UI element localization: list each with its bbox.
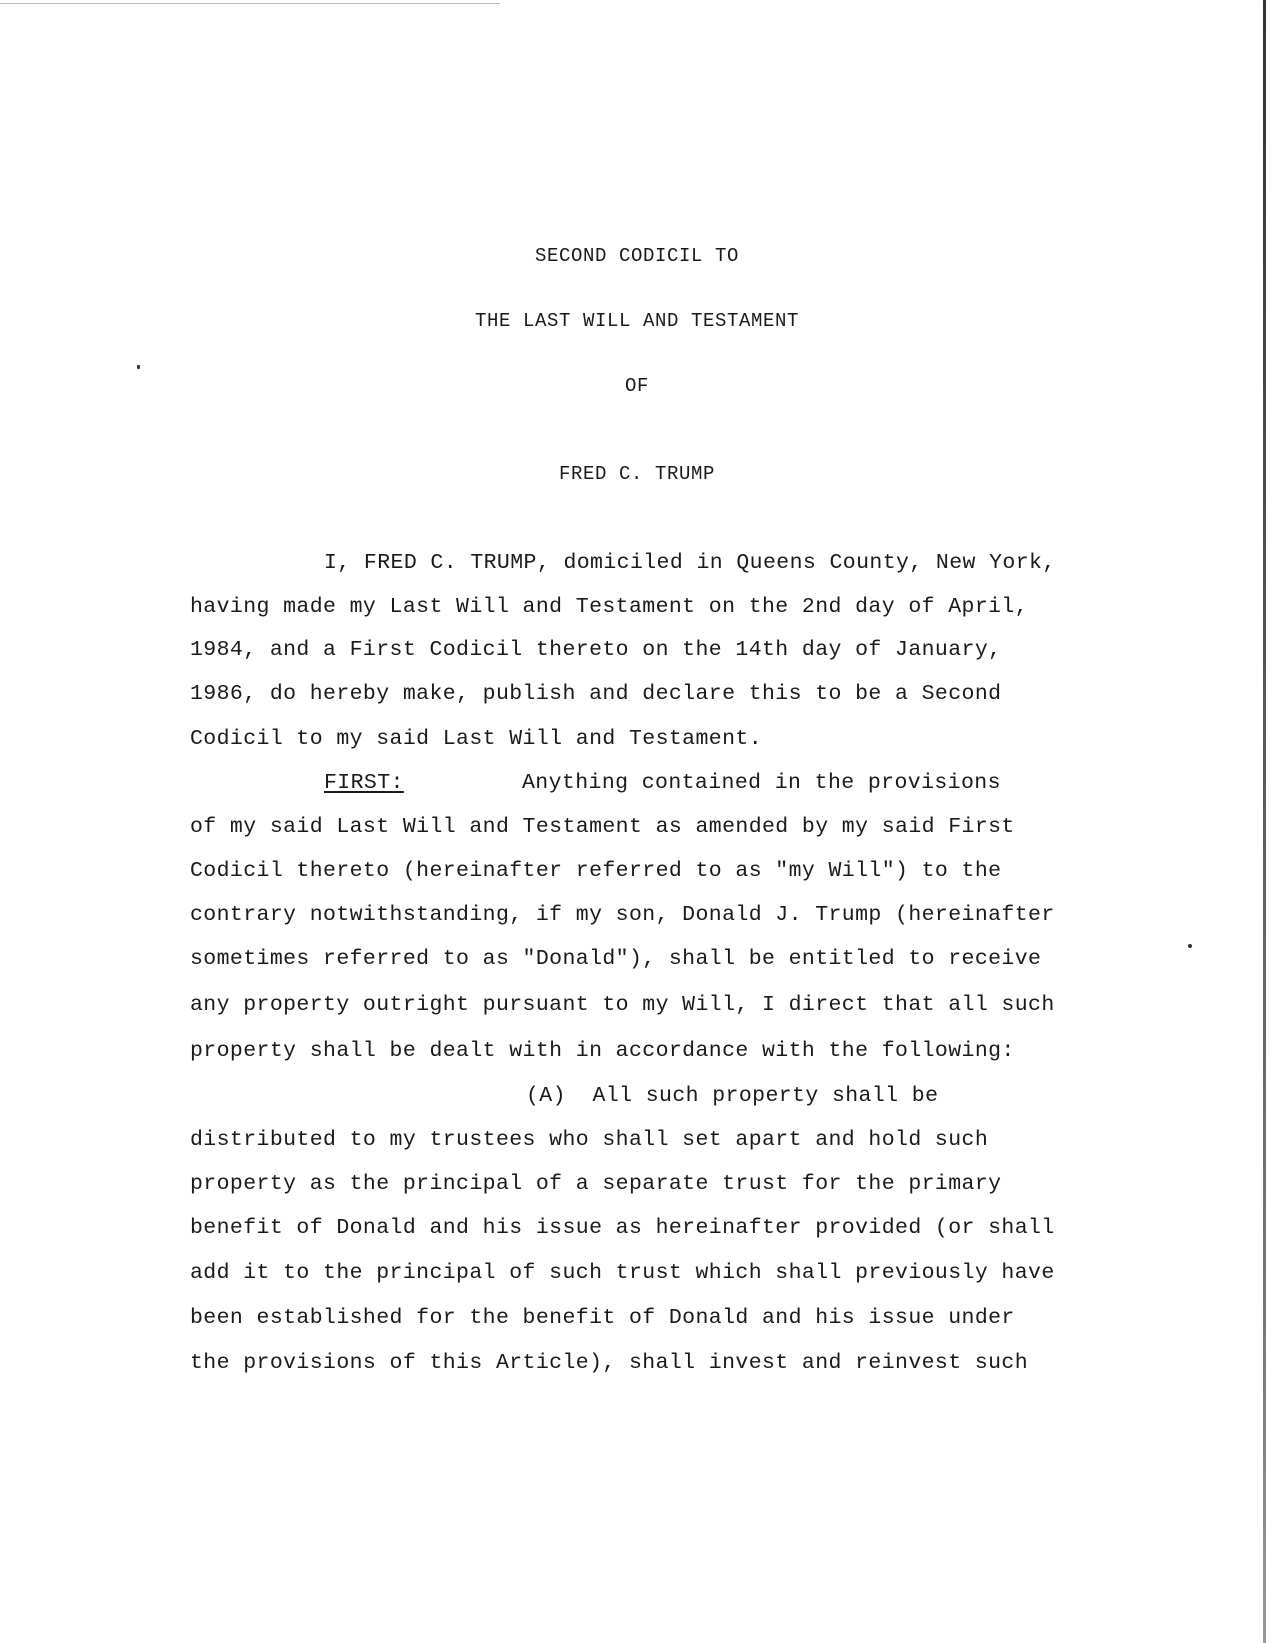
subsection-a-line: property as the principal of a separate trust for the primary	[190, 1172, 1002, 1196]
subsection-a-line: distributed to my trustees who shall set apart and hold such	[190, 1128, 989, 1152]
subsection-a-line: been established for the benefit of Donald and his issue under	[190, 1306, 1015, 1330]
subsection-a-line: benefit of Donald and his issue as hereinafter provided (or shall	[190, 1216, 1055, 1240]
subsection-a-lead: (A) All such property shall be	[526, 1084, 939, 1108]
scan-artifact-line	[0, 3, 500, 4]
title-line-2: THE LAST WILL AND TESTAMENT	[474, 310, 800, 332]
paragraph1-line: 1984, and a First Codicil thereto on the 14th day of January,	[190, 638, 1002, 662]
article-first-line: Codicil thereto (hereinafter referred to as "my Will") to the	[190, 859, 1002, 883]
title-line-1: SECOND CODICIL TO	[534, 245, 740, 267]
title-line-3: OF	[624, 375, 649, 397]
title-line-4: FRED C. TRUMP	[558, 463, 716, 485]
article-first-line: any property outright pursuant to my Will, I direct that all such	[190, 993, 1055, 1017]
paragraph1-line: 1986, do hereby make, publish and declare this to be a Second	[190, 682, 1002, 706]
paragraph1-line: Codicil to my said Last Will and Testament.	[190, 727, 762, 751]
article-first-line: property shall be dealt with in accordance with the following:	[190, 1039, 1015, 1063]
scan-speck	[1188, 944, 1192, 948]
article-first-label: FIRST:	[324, 771, 404, 795]
article-first-line: sometimes referred to as "Donald"), shall be entitled to receive	[190, 947, 1042, 971]
article-first-line: of my said Last Will and Testament as amended by my said First	[190, 815, 1015, 839]
subsection-a-line: add it to the principal of such trust which shall previously have	[190, 1261, 1055, 1285]
scan-speck	[137, 365, 140, 369]
subsection-a-line: the provisions of this Article), shall invest and reinvest such	[190, 1351, 1029, 1375]
article-first-lead: Anything contained in the provisions	[522, 771, 1001, 795]
paragraph1-line: I, FRED C. TRUMP, domiciled in Queens County, New York,	[324, 551, 1056, 575]
paragraph1-line: having made my Last Will and Testament on the 2nd day of April,	[190, 595, 1029, 619]
article-first-line: contrary notwithstanding, if my son, Donald J. Trump (hereinafter	[190, 903, 1055, 927]
